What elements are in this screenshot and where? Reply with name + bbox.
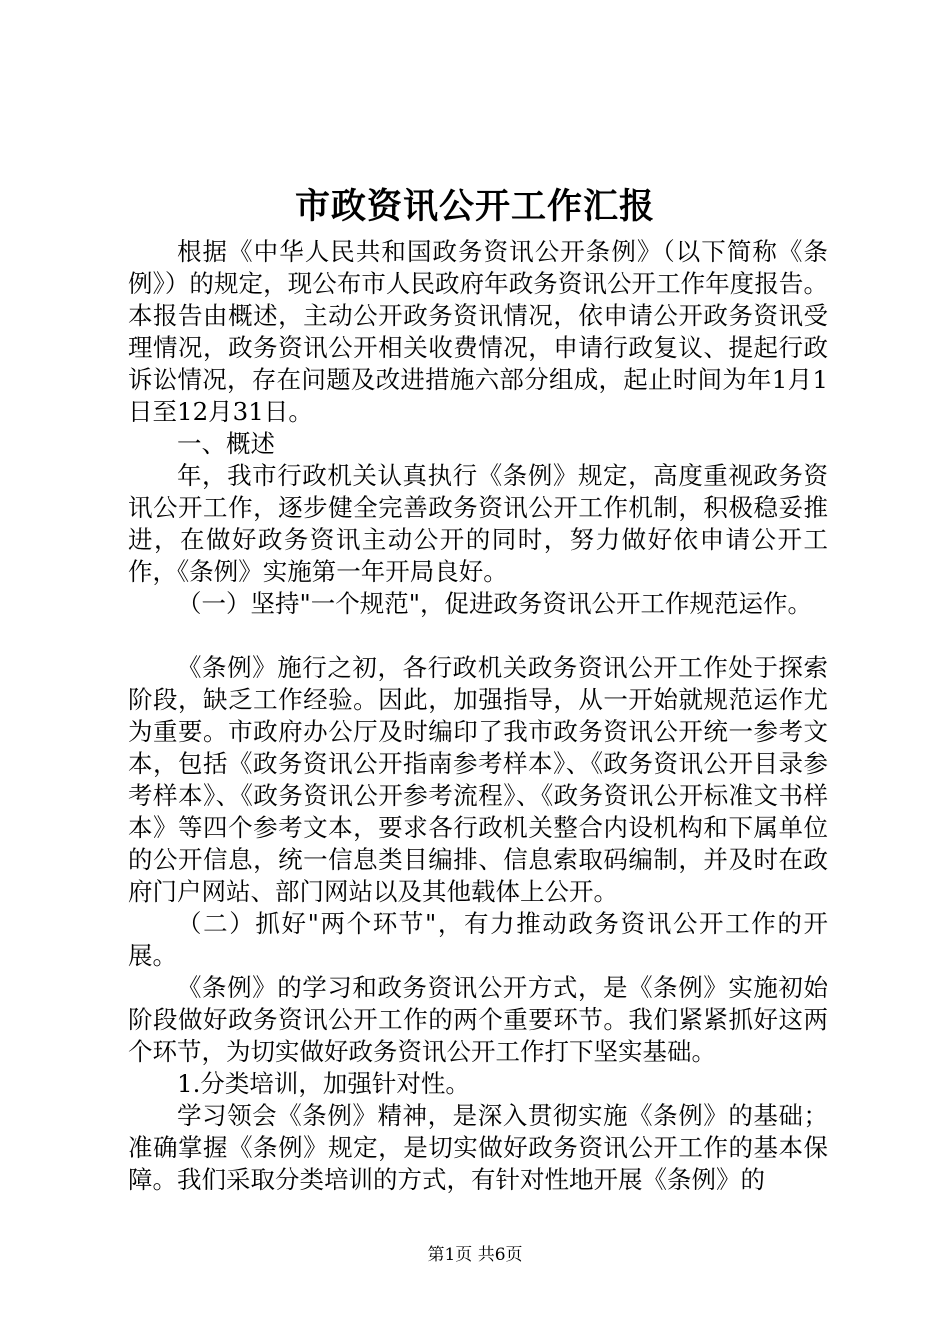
list-item-heading-1: 1.分类培训，加强针对性。 <box>177 1069 470 1098</box>
paragraph-intro: 根据《中华人民共和国政务资讯公开条例》（以下简称《条例》）的规定，现公布市人民政府年政务资讯公开工作年度报告。本报告由概述，主动公开政务资讯情况，依申请公开政务资讯受理情况，政务资讯公开相关收费情况，申请行政复议、提起行政诉讼情况，存在问题及改进措施六部分组成，起止时间为年1月1日至12月31日。 <box>128 237 828 426</box>
paragraph-two-links: 《条例》的学习和政务资讯公开方式，是《条例》实施初始阶段做好政务资讯公开工作的两个重要环节。我们紧紧抓好这两个环节，为切实做好政务资讯公开工作打下坚实基础。 <box>128 973 828 1066</box>
document-body <box>128 236 828 1196</box>
section-heading-overview: 一、概述 <box>177 429 275 458</box>
document-title: 市政资讯公开工作汇报 <box>294 186 655 227</box>
subsection-heading-2: （二）抓好"两个环节"，有力推动政务资讯公开工作的开展。 <box>128 909 828 970</box>
paragraph-regulation: 《条例》施行之初，各行政机关政务资讯公开工作处于探索阶段，缺乏工作经验。因此，加强指导，从一开始就规范运作尤为重要。市政府办公厅及时编印了我市政务资讯公开统一参考文本，包括《政务资讯公开指南参考样本》、《政务资讯公开目录参考样本》、《政务资讯公开参考流程》、《政务资讯公开标准文书样本》等四个参考文本，要求各行政机关整合内设机构和下属单位的公开信息，统一信息类目编排、信息索取码编制，并及时在政府门户网站、部门网站以及其他载体上公开。 <box>128 653 828 906</box>
paragraph-training: 学习领会《条例》精神，是深入贯彻实施《条例》的基础；准确掌握《条例》规定，是切实做好政务资讯公开工作的基本保障。我们采取分类培训的方式，有针对性地开展《条例》的 <box>128 1101 828 1194</box>
paragraph-overview: 年，我市行政机关认真执行《条例》规定，高度重视政务资讯公开工作，逐步健全完善政务资讯公开工作机制，积极稳妥推进，在做好政务资讯主动公开的同时，努力做好依申请公开工作，《条例》实施第一年开局良好。 <box>128 461 828 586</box>
page-number-footer: 第1页 共6页 <box>427 1245 523 1265</box>
subsection-heading-1: （一）坚持"一个规范"，促进政务资讯公开工作规范运作。 <box>177 589 813 618</box>
